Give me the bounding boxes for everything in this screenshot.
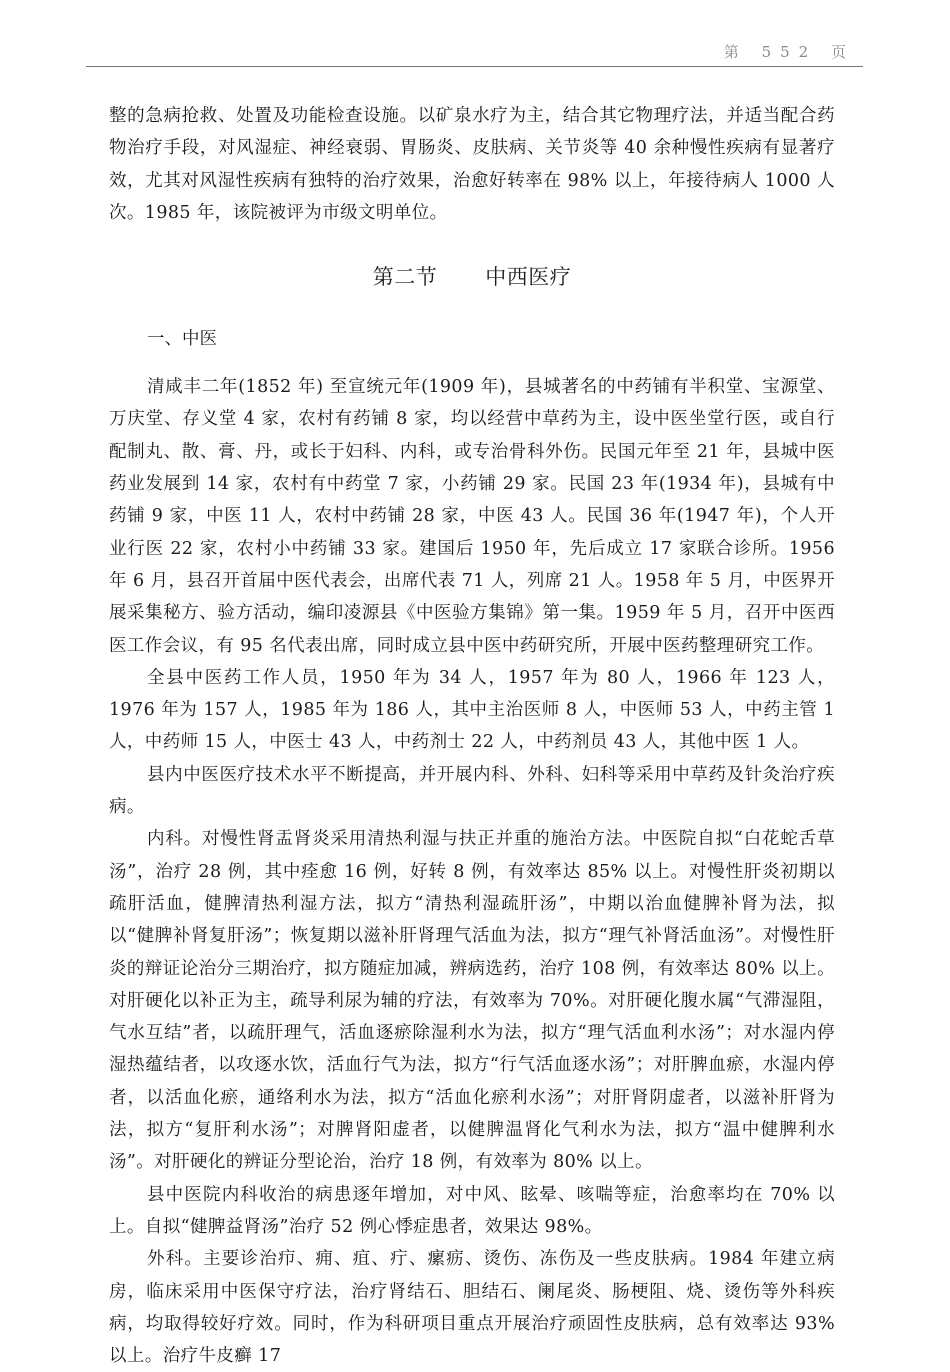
paragraph-surgery: 外科。主要诊治疖、痈、疽、疔、瘰疬、烫伤、冻伤及一些皮肤病。1984 年建立病房，临床采用中医保守疗法，治疗肾结石、胆结石、阑尾炎、肠梗阻、烧、烫伤等外科疾病，均取得较好疗效。同时，作为科研项目重点开展治疗顽固性皮肤病，总有效率达 93% 以上。治疗牛皮癣 17: [109, 1249, 835, 1367]
paragraph-history: 清咸丰二年(1852 年) 至宣统元年(1909 年)，县城著名的中药铺有半积堂、宝源堂、万庆堂、存义堂 4 家，农村有药铺 8 家，均以经营中草药为主，设中医坐堂行医，或自行配制丸、散、膏、丹，或长于妇科、内科，或专治骨科外伤。民国元年至 21 年，县城中医药业发展到 14 家，农村有中药堂 7 家，小药铺 29 家。民国 23 年(1934 年)，县城有中药铺 9 家，中医 11 人，农村中药铺 28 家，中医 43 人。民国 36 年(1947 年)，个人开业行医 22 家，农村小中药铺 33 家。建国后 1950 年，先后成立 17 家联合诊所。1956 年 6 月，县召开首届中医代表会，出席代表 71 人，列席 21 人。1958 年 5 月，中医界开展采集秘方、验方活动，编印凌源县《中医验方集锦》第一集。1959 年 5 月，召开中医西医工作会议，有 95 名代表出席，同时成立县中医中药研究所，开展中医药整理研究工作。: [109, 377, 835, 656]
paragraph-inpatient: 县中医院内科收治的病患逐年增加，对中风、眩晕、咳喘等症，治愈率均在 70% 以上。自拟“健脾益肾汤”治疗 52 例心悸症患者，效果达 98%。: [109, 1184, 835, 1237]
page-number: 第 552 页: [723, 43, 855, 61]
section-name: 中西医疗: [485, 265, 572, 290]
paragraph-internal-medicine: 内科。对慢性肾盂肾炎采用清热利湿与扶正并重的施治方法。中医院自拟“白花蛇舌草汤”，治疗 28 例，其中痊愈 16 例，好转 8 例，有效率达 85% 以上。对慢性肝炎初期以疏肝活血，健脾清热利湿方法，拟方“清热利湿疏肝汤”，中期以治血健脾补肾为法，拟以“健脾补肾复肝汤”；恢复期以滋补肝肾理气活血为法，拟方“理气补肾活血汤”。对慢性肝炎的辩证论治分三期治疗，拟方随症加减，辨病选药，治疗 108 例，有效率达 80% 以上。对肝硬化以补正为主，疏导利尿为辅的疗法，有效率为 70%。对肝硬化腹水属“气滞湿阻，气水互结”者，以疏肝理气，活血逐瘀除湿利水为法，拟方“理气活血利水汤”；对水湿内停湿热蕴结者，以攻逐水饮，活血行气为法，拟方“行气活血逐水汤”；对肝脾血瘀，水湿内停者，以活血化瘀，通络利水为法，拟方“活血化瘀利水汤”；对肝肾阴虚者，以滋补肝肾为法，拟方“复肝利水汤”；对脾肾阳虚者，以健脾温肾化气利水为法，拟方“温中健脾利水汤”。对肝硬化的辨证分型论治，治疗 18 例，有效率为 80% 以上。: [109, 829, 835, 1173]
section-number: 第二节: [372, 265, 438, 290]
header-divider: [86, 66, 863, 67]
paragraph-technique: 县内中医医疗技术水平不断提高，并开展内科、外科、妇科等采用中草药及针灸治疗疾病。: [109, 764, 835, 818]
paragraph-continued: 整的急病抢救、处置及功能检查设施。以矿泉水疗为主，结合其它物理疗法，并适当配合药物治疗手段，对风湿症、神经衰弱、胃肠炎、皮肤病、关节炎等 40 余种慢性疾病有显著疗效，尤其对风湿性疾病有独特的治疗效果，治愈好转率在 98% 以上，年接待病人 1000 人次。1985 年，该院被评为市级文明单位。: [109, 106, 835, 223]
subheading-chinese-medicine: 一、中医: [147, 329, 217, 350]
page-body: [109, 100, 835, 1372]
section-title: [109, 257, 835, 297]
paragraph-staff: 全县中医药工作人员，1950 年为 34 人，1957 年为 80 人，1966 年 123 人，1976 年为 157 人，1985 年为 186 人，其中主治医师 8 人，中医师 53 人，中药主管 1 人，中药师 15 人，中医士 43 人，中药剂士 22 人，中药剂员 43 人，其他中医 1 人。: [109, 667, 835, 753]
